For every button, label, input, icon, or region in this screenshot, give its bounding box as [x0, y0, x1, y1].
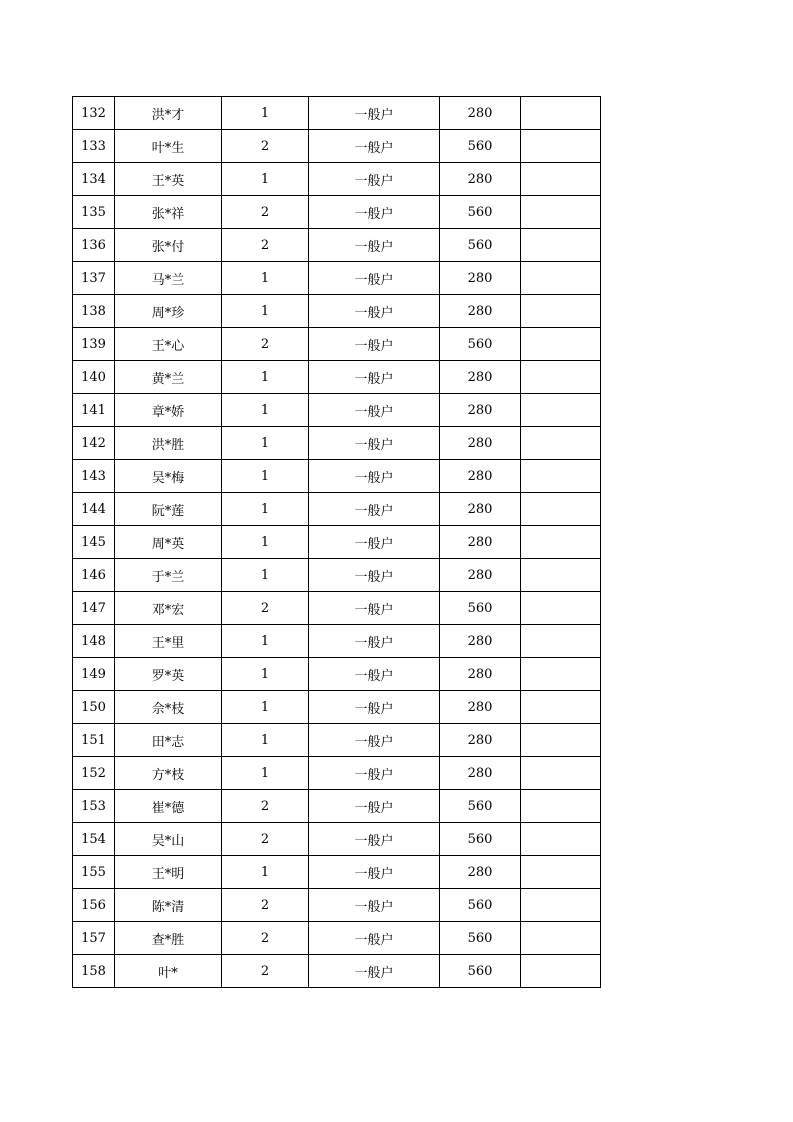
amount-cell: 560	[440, 130, 521, 163]
note-cell	[521, 394, 601, 427]
amount-cell: 280	[440, 724, 521, 757]
person-count-cell: 2	[222, 592, 309, 625]
table-row	[73, 658, 601, 691]
amount-cell: 280	[440, 295, 521, 328]
person-count-cell: 2	[222, 229, 309, 262]
table-row	[73, 427, 601, 460]
name-cell: 田*志	[115, 724, 222, 757]
table-row	[73, 361, 601, 394]
name-cell: 吴*山	[115, 823, 222, 856]
name-cell: 洪*胜	[115, 427, 222, 460]
table-row	[73, 559, 601, 592]
amount-cell: 280	[440, 427, 521, 460]
household-type-cell: 一般户	[309, 889, 440, 922]
name-cell: 章*娇	[115, 394, 222, 427]
name-cell: 王*里	[115, 625, 222, 658]
table-row	[73, 163, 601, 196]
table-row	[73, 823, 601, 856]
amount-cell: 560	[440, 328, 521, 361]
row-number-cell: 146	[73, 559, 115, 592]
row-number-cell: 139	[73, 328, 115, 361]
name-cell: 罗*英	[115, 658, 222, 691]
person-count-cell: 1	[222, 493, 309, 526]
person-count-cell: 1	[222, 526, 309, 559]
table-row	[73, 526, 601, 559]
person-count-cell: 1	[222, 691, 309, 724]
household-type-cell: 一般户	[309, 823, 440, 856]
amount-cell: 280	[440, 394, 521, 427]
amount-cell: 280	[440, 658, 521, 691]
person-count-cell: 1	[222, 460, 309, 493]
note-cell	[521, 526, 601, 559]
household-type-cell: 一般户	[309, 691, 440, 724]
name-cell: 陈*清	[115, 889, 222, 922]
row-number-cell: 132	[73, 97, 115, 130]
note-cell	[521, 262, 601, 295]
person-count-cell: 2	[222, 196, 309, 229]
row-number-cell: 158	[73, 955, 115, 988]
person-count-cell: 1	[222, 427, 309, 460]
amount-cell: 280	[440, 625, 521, 658]
row-number-cell: 136	[73, 229, 115, 262]
person-count-cell: 1	[222, 559, 309, 592]
name-cell: 黄*兰	[115, 361, 222, 394]
note-cell	[521, 889, 601, 922]
amount-cell: 280	[440, 460, 521, 493]
note-cell	[521, 592, 601, 625]
note-cell	[521, 460, 601, 493]
table-row	[73, 295, 601, 328]
row-number-cell: 144	[73, 493, 115, 526]
amount-cell: 280	[440, 856, 521, 889]
name-cell: 查*胜	[115, 922, 222, 955]
household-type-cell: 一般户	[309, 394, 440, 427]
amount-cell: 280	[440, 526, 521, 559]
row-number-cell: 155	[73, 856, 115, 889]
row-number-cell: 148	[73, 625, 115, 658]
household-type-cell: 一般户	[309, 658, 440, 691]
household-type-cell: 一般户	[309, 427, 440, 460]
row-number-cell: 145	[73, 526, 115, 559]
name-cell: 吴*梅	[115, 460, 222, 493]
row-number-cell: 143	[73, 460, 115, 493]
person-count-cell: 1	[222, 724, 309, 757]
note-cell	[521, 955, 601, 988]
note-cell	[521, 757, 601, 790]
amount-cell: 560	[440, 790, 521, 823]
table-row	[73, 955, 601, 988]
person-count-cell: 1	[222, 625, 309, 658]
household-type-cell: 一般户	[309, 559, 440, 592]
table-row	[73, 625, 601, 658]
table-row	[73, 691, 601, 724]
name-cell: 周*英	[115, 526, 222, 559]
row-number-cell: 156	[73, 889, 115, 922]
name-cell: 叶*	[115, 955, 222, 988]
person-count-cell: 2	[222, 889, 309, 922]
note-cell	[521, 790, 601, 823]
person-count-cell: 1	[222, 361, 309, 394]
household-type-cell: 一般户	[309, 130, 440, 163]
name-cell: 马*兰	[115, 262, 222, 295]
note-cell	[521, 328, 601, 361]
note-cell	[521, 361, 601, 394]
person-count-cell: 2	[222, 328, 309, 361]
row-number-cell: 147	[73, 592, 115, 625]
person-count-cell: 2	[222, 922, 309, 955]
person-count-cell: 1	[222, 163, 309, 196]
note-cell	[521, 922, 601, 955]
table-row	[73, 493, 601, 526]
person-count-cell: 1	[222, 658, 309, 691]
note-cell	[521, 691, 601, 724]
person-count-cell: 1	[222, 856, 309, 889]
household-type-cell: 一般户	[309, 955, 440, 988]
amount-cell: 280	[440, 757, 521, 790]
note-cell	[521, 97, 601, 130]
household-type-cell: 一般户	[309, 625, 440, 658]
table-row	[73, 922, 601, 955]
name-cell: 洪*才	[115, 97, 222, 130]
note-cell	[521, 856, 601, 889]
row-number-cell: 135	[73, 196, 115, 229]
name-cell: 叶*生	[115, 130, 222, 163]
person-count-cell: 1	[222, 757, 309, 790]
table-row	[73, 328, 601, 361]
person-count-cell: 1	[222, 97, 309, 130]
household-type-cell: 一般户	[309, 592, 440, 625]
household-type-cell: 一般户	[309, 361, 440, 394]
household-type-cell: 一般户	[309, 295, 440, 328]
amount-cell: 280	[440, 559, 521, 592]
household-type-cell: 一般户	[309, 196, 440, 229]
household-type-cell: 一般户	[309, 97, 440, 130]
table-row	[73, 757, 601, 790]
row-number-cell: 134	[73, 163, 115, 196]
name-cell: 方*枝	[115, 757, 222, 790]
note-cell	[521, 823, 601, 856]
amount-cell: 280	[440, 493, 521, 526]
name-cell: 周*珍	[115, 295, 222, 328]
household-type-cell: 一般户	[309, 229, 440, 262]
person-count-cell: 1	[222, 394, 309, 427]
note-cell	[521, 493, 601, 526]
household-type-cell: 一般户	[309, 460, 440, 493]
table-row	[73, 196, 601, 229]
amount-cell: 560	[440, 889, 521, 922]
amount-cell: 560	[440, 592, 521, 625]
row-number-cell: 151	[73, 724, 115, 757]
table-row	[73, 262, 601, 295]
name-cell: 阮*莲	[115, 493, 222, 526]
row-number-cell: 157	[73, 922, 115, 955]
amount-cell: 280	[440, 97, 521, 130]
person-count-cell: 1	[222, 295, 309, 328]
row-number-cell: 153	[73, 790, 115, 823]
household-type-cell: 一般户	[309, 922, 440, 955]
amount-cell: 560	[440, 823, 521, 856]
name-cell: 邓*宏	[115, 592, 222, 625]
row-number-cell: 141	[73, 394, 115, 427]
note-cell	[521, 724, 601, 757]
name-cell: 佘*枝	[115, 691, 222, 724]
note-cell	[521, 658, 601, 691]
note-cell	[521, 559, 601, 592]
person-count-cell: 2	[222, 823, 309, 856]
note-cell	[521, 625, 601, 658]
name-cell: 于*兰	[115, 559, 222, 592]
household-type-cell: 一般户	[309, 526, 440, 559]
row-number-cell: 152	[73, 757, 115, 790]
person-count-cell: 2	[222, 790, 309, 823]
row-number-cell: 140	[73, 361, 115, 394]
person-count-cell: 2	[222, 130, 309, 163]
row-number-cell: 137	[73, 262, 115, 295]
note-cell	[521, 163, 601, 196]
household-type-cell: 一般户	[309, 262, 440, 295]
table-row	[73, 460, 601, 493]
row-number-cell: 133	[73, 130, 115, 163]
name-cell: 王*心	[115, 328, 222, 361]
note-cell	[521, 196, 601, 229]
name-cell: 张*付	[115, 229, 222, 262]
table-row	[73, 724, 601, 757]
name-cell: 王*英	[115, 163, 222, 196]
note-cell	[521, 295, 601, 328]
table-row	[73, 889, 601, 922]
amount-cell: 280	[440, 691, 521, 724]
household-type-cell: 一般户	[309, 757, 440, 790]
table-body	[73, 97, 601, 988]
table-row	[73, 790, 601, 823]
table-row	[73, 856, 601, 889]
name-cell: 崔*德	[115, 790, 222, 823]
household-type-cell: 一般户	[309, 163, 440, 196]
household-type-cell: 一般户	[309, 790, 440, 823]
amount-cell: 560	[440, 922, 521, 955]
table-row	[73, 229, 601, 262]
household-type-cell: 一般户	[309, 328, 440, 361]
row-number-cell: 150	[73, 691, 115, 724]
note-cell	[521, 427, 601, 460]
household-table	[72, 96, 601, 988]
household-type-cell: 一般户	[309, 724, 440, 757]
amount-cell: 280	[440, 163, 521, 196]
amount-cell: 280	[440, 262, 521, 295]
note-cell	[521, 229, 601, 262]
table-row	[73, 130, 601, 163]
household-type-cell: 一般户	[309, 856, 440, 889]
amount-cell: 560	[440, 955, 521, 988]
row-number-cell: 142	[73, 427, 115, 460]
table-row	[73, 592, 601, 625]
name-cell: 王*明	[115, 856, 222, 889]
amount-cell: 560	[440, 196, 521, 229]
row-number-cell: 154	[73, 823, 115, 856]
person-count-cell: 1	[222, 262, 309, 295]
person-count-cell: 2	[222, 955, 309, 988]
row-number-cell: 138	[73, 295, 115, 328]
note-cell	[521, 130, 601, 163]
household-type-cell: 一般户	[309, 493, 440, 526]
table-row	[73, 394, 601, 427]
amount-cell: 280	[440, 361, 521, 394]
amount-cell: 560	[440, 229, 521, 262]
row-number-cell: 149	[73, 658, 115, 691]
table-row	[73, 97, 601, 130]
name-cell: 张*祥	[115, 196, 222, 229]
